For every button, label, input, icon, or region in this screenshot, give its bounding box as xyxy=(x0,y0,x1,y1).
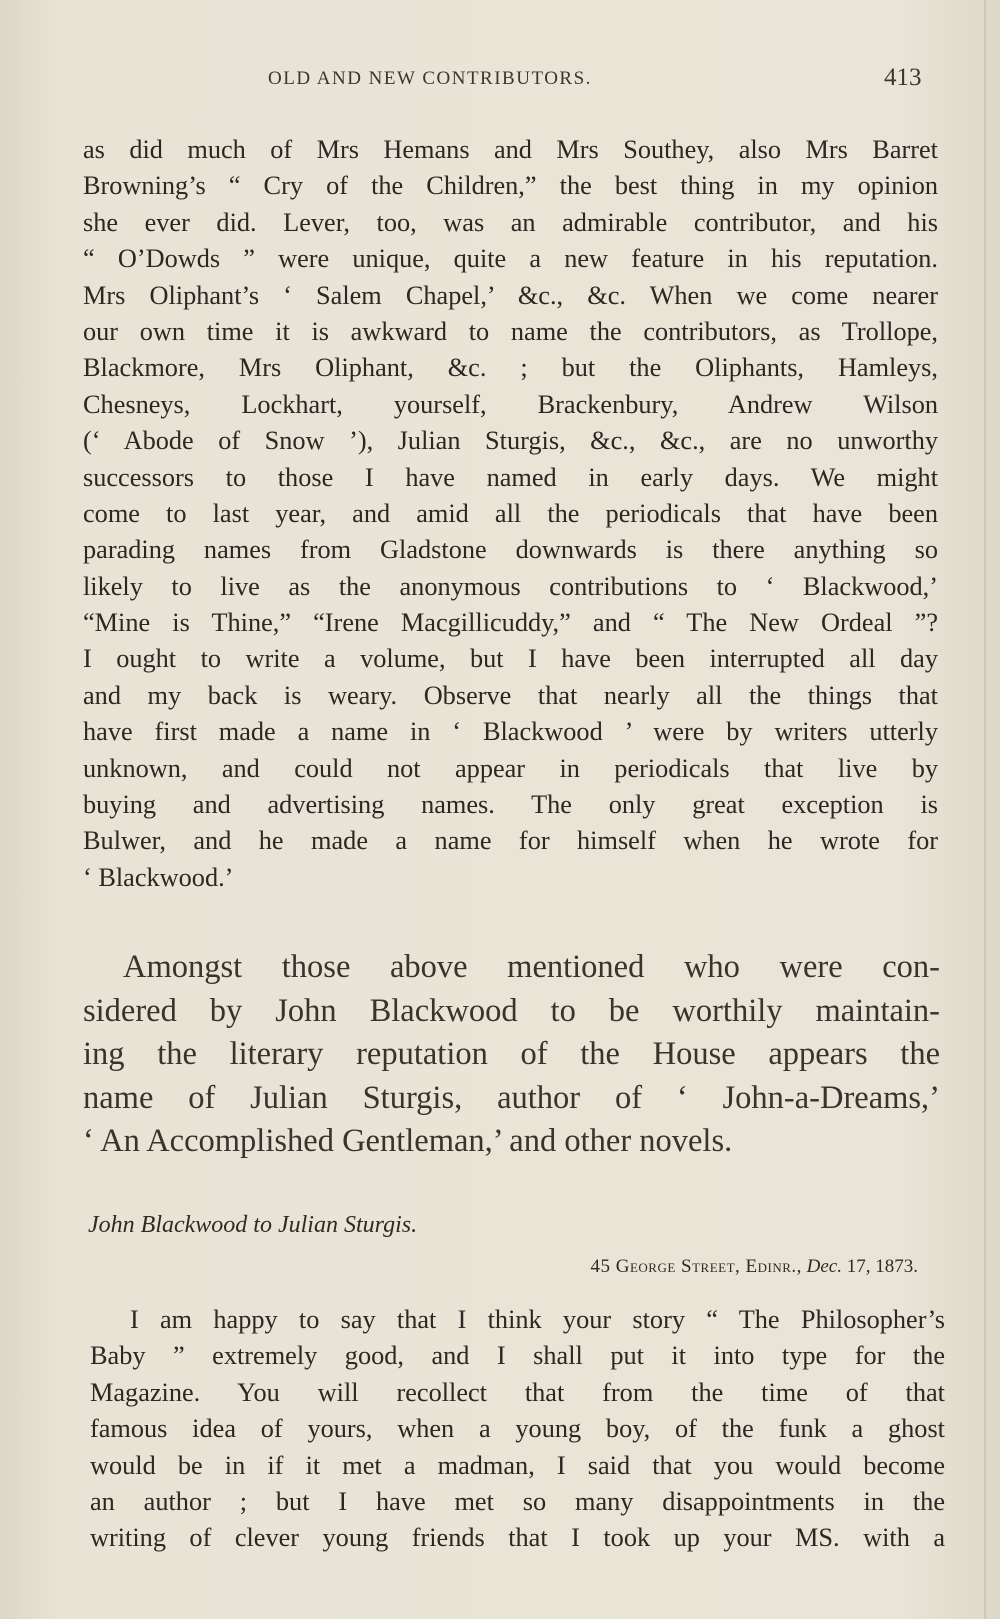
text-line: sidered by John Blackwood to be worthily maintain- xyxy=(83,992,940,1029)
page-number: 413 xyxy=(884,64,922,91)
text-line: (‘ Abode of Snow ’), Julian Sturgis, &c., &c., are no unworthy xyxy=(83,426,938,456)
text-line: Baby ” extremely good, and I shall put it into type for the xyxy=(90,1341,945,1371)
text-line: ing the literary reputation of the House appears the xyxy=(83,1036,940,1073)
text-line: name of Julian Sturgis, author of ‘ John-a-Dreams,’ xyxy=(83,1079,940,1116)
text-line: Browning’s “ Cry of the Children,” the best thing in my opinion xyxy=(83,171,938,201)
text-line: and my back is weary. Observe that nearly all the things that xyxy=(83,680,938,710)
text-line: ‘ Blackwood.’ xyxy=(83,862,234,892)
page-header xyxy=(0,64,1000,104)
text-line: come to last year, and amid all the periodicals that have been xyxy=(83,498,938,528)
text-line: successors to those I have named in early days. We might xyxy=(83,462,938,492)
text-line: Mrs Oliphant’s ‘ Salem Chapel,’ &c., &c. When we come nearer xyxy=(83,280,938,310)
text-line: likely to live as the anonymous contributions to ‘ Blackwood,’ xyxy=(83,571,938,601)
letter-caption: John Blackwood to Julian Sturgis. xyxy=(88,1212,418,1238)
text-line: as did much of Mrs Hemans and Mrs Southey, also Mrs Barret xyxy=(83,135,938,164)
text-line: unknown, and could not appear in periodicals that live by xyxy=(83,753,938,783)
text-line: Blackmore, Mrs Oliphant, &c. ; but the Oliphants, Hamleys, xyxy=(83,353,938,383)
letter-date-rest: 17, 1873. xyxy=(842,1256,918,1277)
letter-dateline xyxy=(590,1256,918,1278)
text-line: an author ; but I have met so many disappointments in the xyxy=(90,1486,945,1516)
narrative-paragraph xyxy=(83,946,940,1164)
text-line: Chesneys, Lockhart, yourself, Brackenbury, Andrew Wilson xyxy=(83,389,938,419)
text-line: she ever did. Lever, too, was an admirable contributor, and his xyxy=(83,207,938,237)
page-edge xyxy=(984,0,986,1619)
text-line: Magazine. You will recollect that from the time of that xyxy=(90,1377,945,1407)
letter-body xyxy=(90,1302,945,1557)
text-line: writing of clever young friends that I took up your MS. with a xyxy=(90,1523,945,1553)
text-line: I am happy to say that I think your story “ The Philosopher’s xyxy=(130,1305,945,1334)
text-line: would be in if it met a madman, I said that you would become xyxy=(90,1450,945,1480)
text-line: our own time it is awkward to name the contributors, as Trollope, xyxy=(83,316,938,346)
text-line: buying and advertising names. The only great exception is xyxy=(83,790,938,820)
text-line: Amongst those above mentioned who were con- xyxy=(123,949,940,985)
text-line: ‘ An Accomplished Gentleman,’ and other novels. xyxy=(83,1123,733,1160)
text-line: parading names from Gladstone downwards is there anything so xyxy=(83,535,938,565)
letter-address: 45 George Street, Edinr., xyxy=(590,1256,802,1277)
letter-continuation xyxy=(83,132,938,896)
text-line: “Mine is Thine,” “Irene Macgillicuddy,” and “ The New Ordeal ”? xyxy=(83,608,938,638)
text-line: I ought to write a volume, but I have been interrupted all day xyxy=(83,644,938,674)
running-head: OLD AND NEW CONTRIBUTORS. xyxy=(268,68,592,89)
text-line: Bulwer, and he made a name for himself when he wrote for xyxy=(83,826,938,856)
text-line: “ O’Dowds ” were unique, quite a new feature in his reputation. xyxy=(83,244,938,274)
text-line: have first made a name in ‘ Blackwood ’ were by writers utterly xyxy=(83,717,938,747)
text-line: famous idea of yours, when a young boy, of the funk a ghost xyxy=(90,1414,945,1444)
letter-date-month: Dec. xyxy=(806,1256,842,1277)
